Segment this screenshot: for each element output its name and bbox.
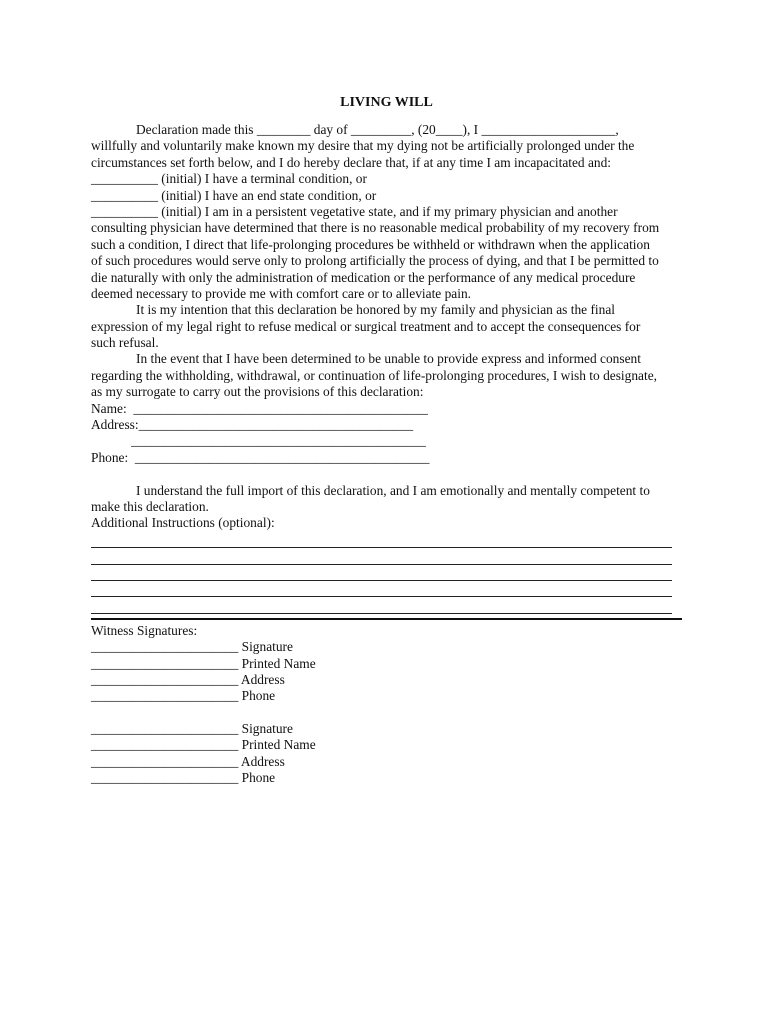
declaration-line: die naturally with only the administration of medication or the performance of any medical procedure — [91, 269, 636, 285]
declaration-line: circumstances set forth below, and I do hereby declare that, if at any time I am incapacitated and: — [91, 154, 612, 170]
declaration-line: willfully and voluntarily make known my desire that my dying not be artificially prolonged under the — [91, 138, 635, 154]
surrogate-line: In the event that I have been determined to be unable to provide express and informed consent — [136, 351, 641, 367]
section-divider — [91, 618, 682, 620]
document-page — [91, 94, 682, 787]
understanding-line: I understand the full import of this declaration, and I am emotionally and mentally competent to — [136, 482, 650, 498]
instruction-blank-line[interactable] — [91, 597, 672, 613]
intention-line: such refusal. — [91, 335, 159, 351]
initial-terminal-line: __________ (initial) I have a terminal condition, or — [91, 171, 367, 187]
spacer — [91, 705, 682, 721]
understanding-line: make this declaration. — [91, 498, 209, 514]
additional-instructions-lines — [91, 532, 672, 614]
witness-signatures-label: Witness Signatures: — [91, 622, 198, 638]
surrogate-line: regarding the withholding, withdrawal, or continuation of life-prolonging procedures, I wish to designate, — [91, 367, 657, 383]
witness-2-phone-field[interactable]: ______________________ Phone — [91, 770, 276, 786]
surrogate-address-field[interactable]: Address:_________________________________________ — [91, 417, 414, 433]
declaration-paragraph — [91, 122, 682, 302]
declaration-line: Declaration made this ________ day of _________, (20____), I ____________________, — [136, 122, 619, 137]
additional-instructions-label: Additional Instructions (optional): — [91, 515, 275, 531]
witness-2-address-field[interactable]: ______________________ Address — [91, 753, 285, 769]
witness-2-block — [91, 721, 682, 787]
surrogate-address-field-2[interactable]: ____________________________________________ — [91, 433, 426, 449]
witness-1-signature-field[interactable]: ______________________ Signature — [91, 639, 293, 655]
witness-2-printed-name-field[interactable]: ______________________ Printed Name — [91, 737, 316, 753]
declaration-line: of such procedures would serve only to prolong artificially the process of dying, and that I be permitted to — [91, 253, 659, 269]
witness-1-address-field[interactable]: ______________________ Address — [91, 671, 285, 687]
surrogate-phone-field[interactable]: Phone: ____________________________________________ — [91, 449, 430, 465]
declaration-line: consulting physician have determined that there is no reasonable medical probability of my recovery from — [91, 220, 660, 236]
initial-end-state-line: __________ (initial) I have an end state condition, or — [91, 187, 377, 203]
instruction-blank-line[interactable] — [91, 532, 672, 548]
witness-1-printed-name-field[interactable]: ______________________ Printed Name — [91, 655, 316, 671]
instruction-blank-line[interactable] — [91, 565, 672, 581]
surrogate-name-field[interactable]: Name: ____________________________________________ — [91, 400, 428, 416]
understanding-paragraph — [91, 483, 682, 516]
intention-paragraph — [91, 302, 682, 351]
instruction-blank-line[interactable] — [91, 581, 672, 597]
surrogate-fields — [91, 401, 682, 467]
declaration-line: deemed necessary to provide me with comfort care or to alleviate pain. — [91, 285, 471, 301]
witness-2-signature-field[interactable]: ______________________ Signature — [91, 721, 293, 737]
intention-line: It is my intention that this declaration be honored by my family and physician as the final — [136, 302, 615, 318]
intention-line: expression of my legal right to refuse medical or surgical treatment and to accept the consequences for — [91, 318, 641, 334]
witness-1-phone-field[interactable]: ______________________ Phone — [91, 688, 276, 704]
document-title: LIVING WILL — [340, 95, 433, 110]
declaration-line: such a condition, I direct that life-prolonging procedures be withheld or withdrawn when the application — [91, 236, 650, 252]
surrogate-line: as my surrogate to carry out the provisions of this declaration: — [91, 384, 424, 400]
witness-1-block — [91, 639, 682, 705]
surrogate-paragraph — [91, 351, 682, 400]
initial-vegetative-line: __________ (initial) I am in a persistent vegetative state, and if my primary physician and another — [91, 203, 618, 219]
instruction-blank-line[interactable] — [91, 548, 672, 564]
spacer — [91, 466, 682, 482]
